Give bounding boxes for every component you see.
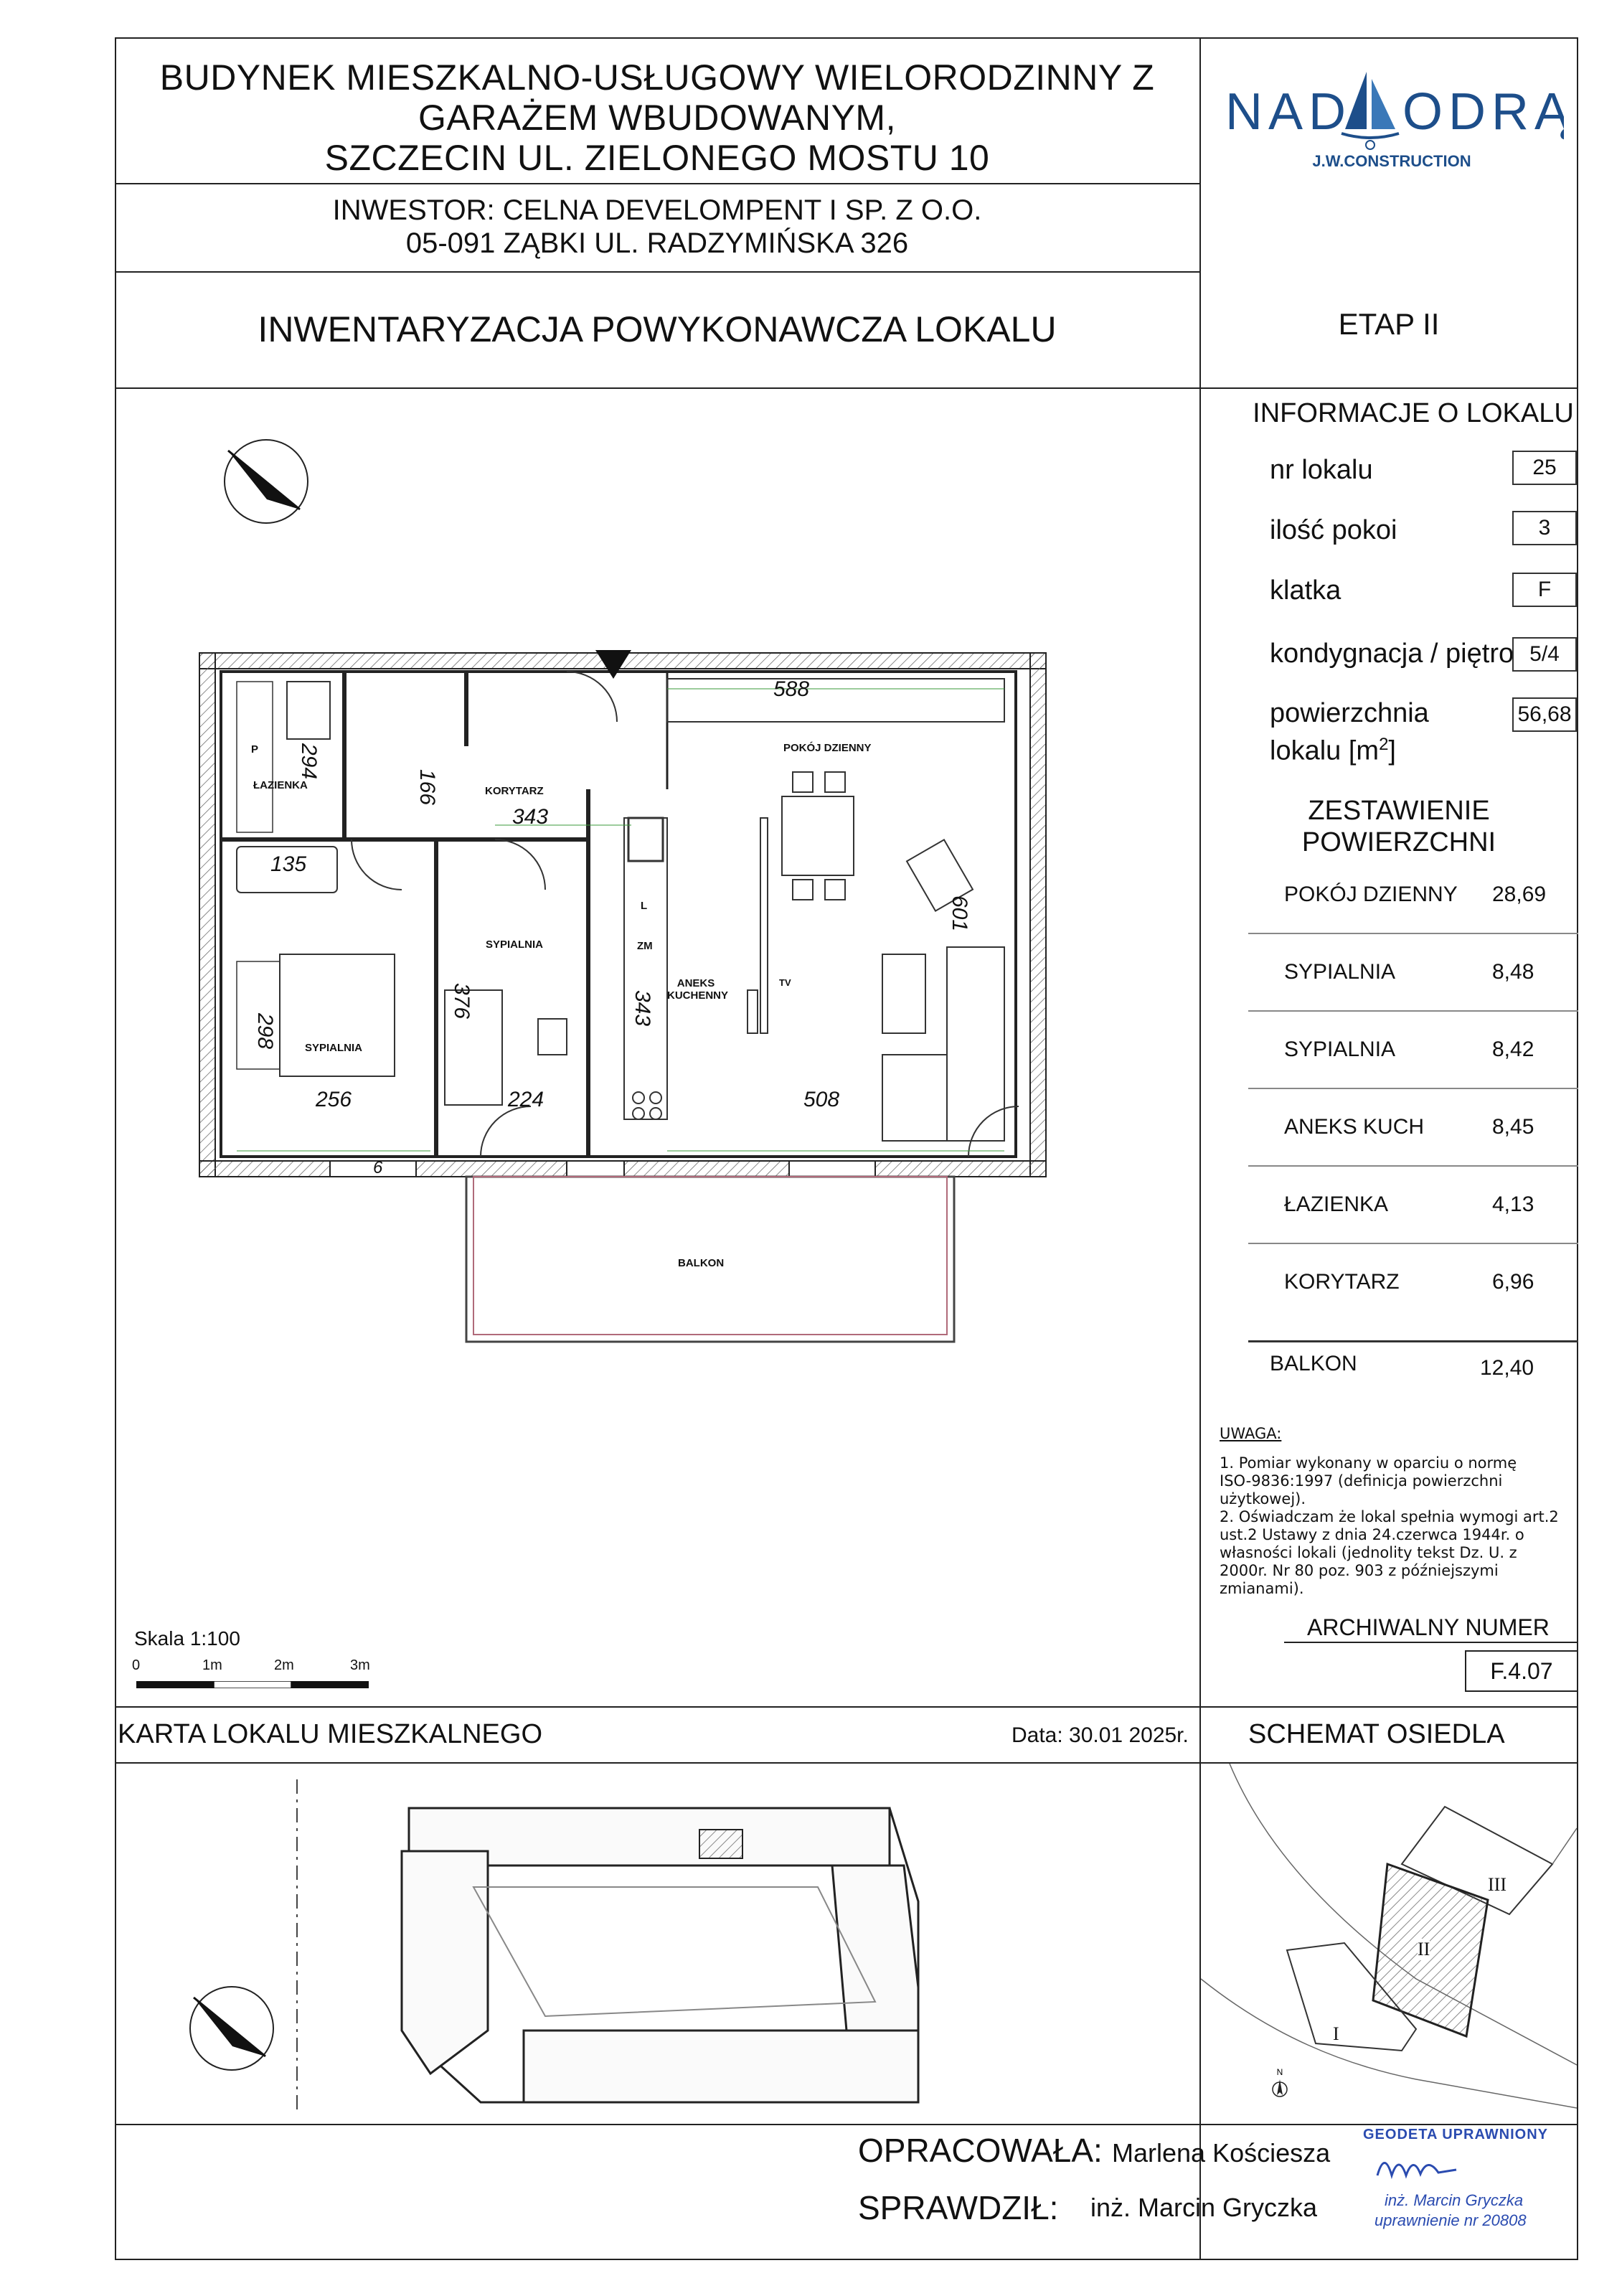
info-value-rooms: 3 (1512, 511, 1577, 545)
plan-dim-6: 6 (373, 1158, 383, 1177)
brand-logo (1220, 57, 1564, 172)
info-value-area: 56,68 (1512, 697, 1577, 732)
surveyor-stamp (1363, 2127, 1571, 2234)
north-arrow-icon (220, 435, 313, 528)
building-title-line3: SZCZECIN UL. ZIELONEGO MOSTU 10 (324, 138, 990, 178)
stamp-line2: inż. Marcin Gryczka (1385, 2191, 1524, 2209)
plan-dim-508: 508 (803, 1088, 840, 1111)
summary-room-name: ŁAZIENKA (1284, 1192, 1389, 1216)
summary-balcony-area: 12,40 (1480, 1356, 1534, 1380)
plan-label-bedroom-2: SYPIALNIA (486, 938, 544, 951)
summary-row-bedroom1 (1284, 960, 1600, 984)
estate-schema-title: SCHEMAT OSIEDLA (1248, 1719, 1505, 1749)
summary-row-bedroom2 (1284, 1038, 1600, 1062)
summary-room-area: 4,13 (1492, 1192, 1534, 1216)
plan-dim-588: 588 (773, 677, 810, 701)
investor-line1: INWESTOR: CELNA DEVELOMPENT I SP. Z O.O. (332, 194, 982, 226)
plan-dim-135: 135 (270, 852, 307, 876)
divider-footer-3 (115, 2124, 1578, 2125)
summary-row-living (1284, 883, 1600, 907)
summary-room-area: 6,96 (1492, 1270, 1534, 1294)
investor-line2: 05-091 ZĄBKI UL. RADZYMIŃSKA 326 (405, 227, 909, 259)
plan-dim-224: 224 (508, 1088, 544, 1111)
plan-label-corridor: KORYTARZ (485, 785, 544, 797)
checked-by-name: inż. Marcin Gryczka (1090, 2193, 1318, 2222)
plan-dim-343a: 343 (512, 805, 549, 829)
summary-separator-strong (1248, 1340, 1578, 1342)
plan-dim-166: 166 (415, 768, 440, 806)
estate-schema-map (1201, 1764, 1577, 2122)
summary-separator (1248, 933, 1578, 934)
document-title: INWENTARYZACJA POWYKONAWCZA LOKALU (258, 309, 1057, 349)
plan-dim-256: 256 (316, 1088, 352, 1111)
prepared-by-label: OPRACOWAŁA: (858, 2132, 1103, 2169)
summary-separator (1248, 1088, 1578, 1089)
divider-header-3 (115, 387, 1578, 389)
summary-room-area: 8,45 (1492, 1115, 1534, 1139)
divider-header-1 (115, 183, 1199, 184)
plan-dim-294: 294 (297, 743, 321, 780)
info-area-label (1270, 697, 1429, 767)
building-title (115, 57, 1199, 178)
info-heading: INFORMACJE O LOKALU (1253, 398, 1574, 428)
checked-by-label: SPRAWDZIŁ: (858, 2189, 1059, 2226)
estate-north-icon (1271, 2066, 1288, 2099)
plan-dim-343b: 343 (631, 989, 655, 1027)
plan-label-balcony: BALKON (678, 1257, 725, 1269)
stage-label: ETAP II (1338, 307, 1440, 341)
building-floor-schematic (287, 1772, 933, 2117)
scale-tick-2: 2m (274, 1657, 294, 1673)
investor-block (115, 194, 1199, 260)
divider-header-2 (115, 271, 1199, 273)
summary-heading (1220, 795, 1578, 858)
divider-vertical-main (1199, 37, 1201, 1762)
notes-line: własności lokali (jednolity tekst Dz. U. z (1220, 1544, 1517, 1561)
summary-separator (1248, 1165, 1578, 1167)
notes-line: 2000r. Nr 80 poz. 903 z późniejszymi (1220, 1562, 1499, 1579)
summary-room-name: KORYTARZ (1284, 1270, 1400, 1294)
divider-footer-top (115, 1706, 1578, 1708)
summary-room-area: 8,48 (1492, 960, 1534, 984)
info-row-label-rooms: ilość pokoi (1270, 515, 1397, 545)
estate-stage-ii: II (1418, 1939, 1430, 1959)
plan-label-living-room: POKÓJ DZIENNY (783, 742, 872, 754)
summary-separator (1248, 1010, 1578, 1012)
building-title-line1: BUDYNEK MIESZKALNO-USŁUGOWY WIELORODZINNY Z (159, 57, 1155, 98)
info-value-number: 25 (1512, 451, 1577, 485)
building-title-line2: GARAŻEM WBUDOWANYM, (418, 98, 896, 138)
plan-label-kitchen (667, 977, 729, 1002)
summary-row-balcony (1270, 1352, 1578, 1380)
card-title: KARTA LOKALU MIESZKALNEGO (118, 1719, 543, 1749)
site-north-arrow-icon (185, 1982, 278, 2075)
plan-label-bathroom: ŁAZIENKA (253, 779, 308, 791)
summary-heading-line2: POWIERZCHNI (1301, 827, 1496, 857)
archive-value: F.4.07 (1465, 1650, 1578, 1692)
summary-room-name: SYPIALNIA (1284, 1038, 1396, 1061)
info-value-floor: 5/4 (1512, 637, 1577, 672)
summary-room-area: 8,42 (1492, 1038, 1534, 1061)
summary-room-name: SYPIALNIA (1284, 960, 1396, 984)
plan-dim-298: 298 (253, 1012, 278, 1050)
summary-separator (1248, 1243, 1578, 1244)
notes-heading: UWAGA: (1220, 1425, 1282, 1442)
summary-balcony-name: BALKON (1270, 1352, 1357, 1375)
scale-label: Skala 1:100 (134, 1627, 240, 1650)
plan-label-p: P (251, 743, 259, 756)
info-row-label-staircase: klatka (1270, 575, 1342, 606)
logo-subtext: J.W.CONSTRUCTION (1312, 152, 1471, 170)
info-row-label-floor: kondygnacja / piętro (1270, 639, 1514, 669)
summary-heading-line1: ZESTAWIENIE (1308, 796, 1490, 826)
estate-north-letter: N (1276, 2067, 1283, 2077)
plan-dim-601: 601 (948, 895, 972, 932)
notes-line: ISO-9836:1997 (definicja powierzchni (1220, 1472, 1503, 1490)
notes-line: użytkowej). (1220, 1490, 1306, 1507)
notes-line: 2. Oświadczam że lokal spełnia wymogi art.2 (1220, 1508, 1559, 1525)
plan-label-bedroom-1: SYPIALNIA (305, 1042, 363, 1054)
plan-label-zm: ZM (637, 940, 653, 952)
info-area-label-line1: powierzchnia (1270, 698, 1429, 728)
prepared-by-name: Marlena Kościesza (1112, 2138, 1331, 2168)
summary-room-name: ANEKS KUCH (1284, 1115, 1425, 1139)
stamp-line1: GEODETA UPRAWNIONY (1363, 2127, 1549, 2142)
summary-row-bathroom (1284, 1192, 1600, 1217)
plan-label-kitchen-line2: KUCHENNY (667, 989, 729, 1002)
info-row-label-number: nr lokalu (1270, 455, 1373, 485)
archive-label: ARCHIWALNY NUMER (1307, 1614, 1550, 1640)
estate-stage-iii: III (1488, 1874, 1507, 1895)
summary-room-name: POKÓJ DZIENNY (1284, 883, 1458, 906)
scale-tick-0: 0 (132, 1657, 141, 1673)
summary-room-area: 28,69 (1492, 883, 1547, 906)
scale-tick-3: 3m (350, 1657, 370, 1673)
info-area-label-line2: lokalu $[m^2]$ (1270, 735, 1396, 766)
scale-bar (136, 1679, 369, 1686)
svg-text:ODRĄ: ODRĄ (1402, 83, 1564, 141)
stamp-line3: uprawnienie nr 20808 (1375, 2211, 1527, 2229)
scale-tick-1: 1m (202, 1657, 222, 1673)
notes-block (1220, 1425, 1578, 1598)
plan-label-l: L (641, 900, 648, 912)
signature-scribble-icon (1370, 2147, 1514, 2190)
plan-label-kitchen-line1: ANEKS (676, 977, 715, 989)
plan-dim-376: 376 (450, 982, 474, 1020)
info-value-staircase: F (1512, 573, 1577, 607)
card-date: Data: 30.01 2025r. (1012, 1723, 1189, 1747)
notes-line: 1. Pomiar wykonany w oparciu o normę (1220, 1454, 1517, 1472)
archive-underline (1284, 1642, 1578, 1643)
summary-row-kitchen (1284, 1115, 1600, 1139)
summary-row-corridor (1284, 1270, 1600, 1294)
estate-stage-i: I (1333, 2023, 1339, 2044)
notes-line: ust.2 Ustawy z dnia 24.czerwca 1944r. o (1220, 1526, 1524, 1543)
notes-line: zmianami). (1220, 1580, 1304, 1597)
plan-label-tv: TV (779, 977, 791, 988)
svg-text:NAD: NAD (1225, 83, 1352, 141)
